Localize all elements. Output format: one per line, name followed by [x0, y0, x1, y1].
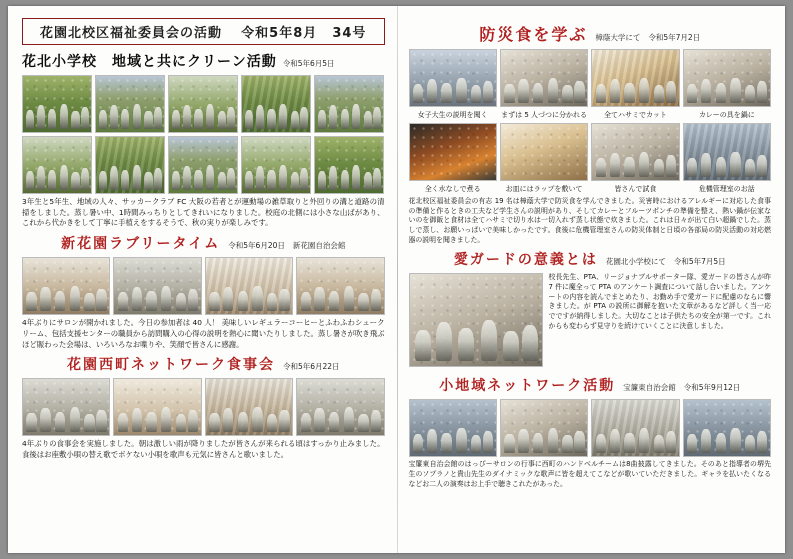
photo-cleanup-8: [168, 136, 238, 194]
r-article1-date: 令和5年7月2日: [648, 33, 701, 42]
masthead-issue: 34号: [332, 26, 367, 41]
photo-cleanup-6: [22, 136, 92, 194]
photo-dinner-3: [205, 378, 293, 436]
photo-aiguard-1: [409, 273, 543, 367]
article2-place: 新花園自治会館: [292, 241, 346, 251]
photo-lovely-4: [296, 257, 384, 315]
photo-bousai-2: [500, 49, 588, 107]
article1-title: 花北小学校 地域と共にクリーン活動: [22, 54, 277, 70]
photo-network-3: [591, 399, 679, 457]
caption-bousai-7: 皆さんで試食: [614, 185, 657, 193]
r-article3-body: 宝簾東自治会館のはっぴーサロンの行事に西町のハンドベルチームは8曲披露してきました。そのあと指導者の堺先生のソプラノと貴山先生のダイナミックな歌声に皆を超えてこなどが歌いていただきました。ギャラを払いたくなるなどお二人の演奏はお上手で聴きこれたがあった。: [408, 460, 771, 488]
photo-network-2: [500, 399, 588, 457]
photo-cleanup-7: [95, 136, 165, 194]
photo-cleanup-1: [22, 75, 92, 133]
caption-bousai-8: 危機管理室のお話: [698, 185, 755, 193]
r-article1-body: 花北校区福祉委員会の有志 19 名は樟蔭大学で防災食を学んできました。災害時におけるアレルギーに対応した食事の準備と作るときの工夫など学生さんの説明があり、そしてカレーとフルーツポンチの準備を整え、熱い鍋が伝家ないのを御飯と食材は全てハサミで切り水は一切入れず蒸し状態で炊きました。これは日々が出て白い超鍋でした。蒸しで蒸し、お願いっぱいで美味しかったです。食後に危機管理室さんの防災体制と日頃の各部局の防災活動の対応燃器の説明を聞きました。: [408, 197, 771, 244]
photo-lovely-2: [113, 257, 201, 315]
photo-dinner-1: [22, 378, 110, 436]
photo-bousai-7: [591, 123, 679, 181]
r-article1-captions-2: [409, 184, 772, 194]
photo-bousai-6: [500, 123, 588, 181]
r-article2-body: 校長先生、PTA、リージョナブルサポーター隊、愛ガードの皆さんが昨 7 件に魔全って PTA のアンケート調査について話し合いました。アンケートの内容を読んでまとめたり、お勤め手で愛ガードに配慮のならに響きました。が PTA の説所に御解を抱いた文章があるなど評しく当一応でですが納得しました。大切なことは子供たちの安全が第一です。これからも変わらず見守りを続けていくことに決意しました。: [548, 273, 771, 330]
article2-photo-row: [22, 257, 385, 315]
caption-bousai-4: カレーの具を鍋に: [698, 111, 755, 119]
photo-dinner-4: [296, 378, 384, 436]
article1-photo-row-1: [22, 75, 385, 133]
photo-bousai-3: [591, 49, 679, 107]
photo-dinner-2: [113, 378, 201, 436]
photo-cleanup-5: [314, 75, 384, 133]
article3-heading: [22, 354, 385, 374]
caption-bousai-1: 女子大生の説明を聞く: [417, 111, 488, 119]
photo-bousai-8: [683, 123, 771, 181]
photo-lovely-1: [22, 257, 110, 315]
article3-body: 4年ぶりの食事会を実施しました。朝は激しい雨が降りましたが皆さんが来られる頃はすっかり止みました。食後はお座敷小唄の替え歌でボケない小唄を歌声も元気に皆さんと歌いました。: [22, 439, 385, 460]
photo-cleanup-2: [95, 75, 165, 133]
masthead-title: 花園北校区福祉委員会の活動: [40, 26, 223, 41]
caption-bousai-5: 全く水なしで煮る: [424, 185, 481, 193]
photo-cleanup-10: [314, 136, 384, 194]
photo-lovely-3: [205, 257, 293, 315]
masthead: [22, 18, 385, 45]
r-article2-place: 花園北小学校にて: [605, 257, 666, 267]
photo-bousai-4: [683, 49, 771, 107]
caption-bousai-2: まずは 5 人づつに分かれる: [501, 111, 588, 119]
r-article1-title: 防災食を学ぶ: [479, 25, 588, 44]
r-article2-date: 令和5年7月5日: [673, 257, 726, 267]
left-page: [8, 6, 397, 553]
r-article3-title: 小地域ネットワーク活動: [439, 378, 616, 395]
r-article3-date: 令和5年9月12日: [683, 383, 741, 393]
masthead-date: 令和5年8月: [241, 26, 318, 41]
caption-bousai-3: 全てハサミでカット: [603, 111, 667, 119]
photo-cleanup-4: [241, 75, 311, 133]
r-article3-place: 宝簾東自治会館: [623, 383, 676, 393]
article1-body: 3年生と5年生、地域の人々、サッカークラブ FC 大阪の若者とが運動場の雑草取りと外回りの溝と道路の清掃をしました。蒸し暑い中、1時間みっちりとしてきれいになりました。校庭の北側には小さな山ばがあり、これから代かきをして丁寧に手植えをするそうで、秋の実りが楽しみです。: [22, 197, 385, 228]
r-article1-photo-row-1: [409, 49, 772, 107]
article3-title: 花園西町ネットワーク食事会: [66, 357, 275, 374]
article2-date: 令和5年6月20日: [228, 241, 285, 251]
photo-cleanup-3: [168, 75, 238, 133]
r-article1-photo-row-2: [409, 123, 772, 181]
article2-body: 4年ぶりにサロンが開かれました。今日の参加者は 40 人！ 美味しいレギュラーコーヒーとふわふわシュークリーム、包括支援センターの職員から訪問購入の心得の説明を熱心に聞いたりしました。蒸し暑さが吹き飛ぶほど賑わった会場は、いろいろなお喋りや、笑顔で皆さんに感謝。: [22, 318, 385, 349]
r-article2-content: [409, 273, 772, 367]
caption-bousai-6: お皿にはラップを敷いて: [505, 185, 583, 193]
r-article2-heading: [409, 249, 772, 269]
photo-bousai-1: [409, 49, 497, 107]
article1-heading: [22, 51, 385, 71]
article1-date: 令和5年6月5日: [282, 59, 335, 68]
r-article3-photo-row: [409, 399, 772, 457]
article2-heading: [22, 233, 385, 253]
r-article1-captions-1: [409, 110, 772, 120]
right-page: [397, 6, 786, 553]
article3-date: 令和5年6月22日: [282, 362, 340, 372]
newsletter-page: [8, 6, 785, 553]
photo-cleanup-9: [241, 136, 311, 194]
photo-network-1: [409, 399, 497, 457]
r-article1-heading: [409, 22, 772, 45]
article3-photo-row: [22, 378, 385, 436]
r-article1-place: 樟蔭大学にて: [595, 33, 641, 42]
article2-title: 新花園ラブリータイム: [61, 236, 221, 253]
photo-bousai-5: [409, 123, 497, 181]
photo-network-4: [683, 399, 771, 457]
r-article2-title: 愛ガードの意義とは: [453, 252, 598, 269]
r-article3-heading: [409, 375, 772, 395]
article1-photo-row-2: [22, 136, 385, 194]
